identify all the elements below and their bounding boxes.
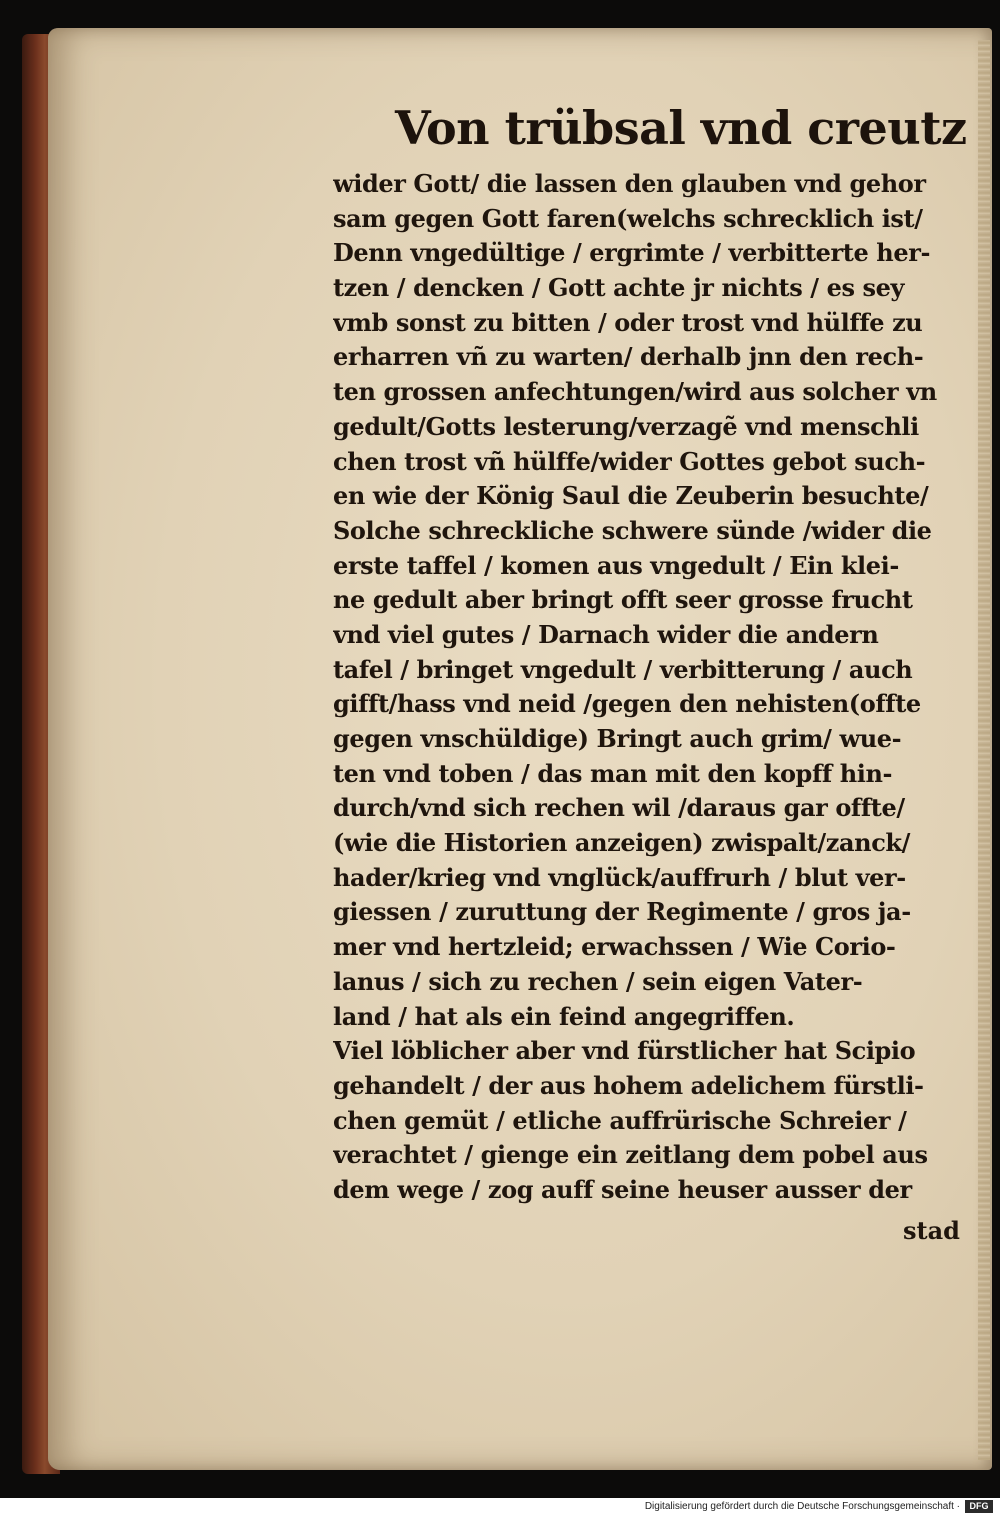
text-line: durch/vnd sich rechen wil /daraus gar offte/	[333, 793, 905, 823]
text-line: giessen / zuruttung der Regimente / gros ja-	[333, 897, 911, 927]
dfg-logo: DFG	[965, 1500, 993, 1513]
text-line: vmb sonst zu bitten / oder trost vnd hülffe zu	[333, 307, 923, 337]
text-line: gifft/hass vnd neid /gegen den nehisten(offte	[333, 689, 921, 719]
text-line: erste taffel / komen aus vngedult / Ein klei-	[333, 550, 899, 580]
catchword: stad	[903, 1216, 960, 1245]
text-line: hader/krieg vnd vnglück/auffrurh / blut ver-	[333, 862, 906, 892]
text-line: dem wege / zog auff seine heuser ausser der	[333, 1174, 912, 1204]
text-line: ten grossen anfechtungen/wird aus solcher vn	[333, 377, 937, 407]
text-line: erharren vñ zu warten/ derhalb jnn den rech-	[333, 342, 924, 372]
page-edge	[978, 40, 990, 1460]
running-head: Von trübsal vnd creutz	[395, 101, 967, 155]
text-line: gehandelt / der aus hohem adelichem fürstli-	[333, 1070, 924, 1100]
text-line: vnd viel gutes / Darnach wider die andern	[333, 619, 879, 649]
text-line: chen gemüt / etliche auffrürische Schreier /	[333, 1105, 907, 1135]
text-line: verachtet / gienge ein zeitlang dem pobel aus	[333, 1140, 928, 1170]
text-line: ne gedult aber bringt offt seer grosse frucht	[333, 585, 913, 615]
text-line: Viel löblicher aber vnd fürstlicher hat Scipio	[333, 1036, 916, 1066]
text-line: en wie der König Saul die Zeuberin besuchte/	[333, 481, 929, 511]
text-line: Denn vngedültige / ergrimte / verbitterte her-	[333, 238, 931, 268]
text-line: gegen vnschüldige) Bringt auch grim/ wue-	[333, 724, 902, 753]
text-line: (wie die Historien anzeigen) zwispalt/zanck/	[333, 828, 910, 858]
text-line: tafel / bringet vngedult / verbitterung / auch	[333, 654, 913, 684]
text-line: lanus / sich zu rechen / sein eigen Vater-	[333, 966, 863, 996]
text-line: wider Gott/ die lassen den glauben vnd gehor	[333, 169, 926, 198]
footer-credit: Digitalisierung gefördert durch die Deutsche Forschungsgemeinschaft ·	[644, 1501, 960, 1512]
text-line: ten vnd toben / das man mit den kopff hin-	[333, 758, 893, 788]
text-line: tzen / dencken / Gott achte jr nichts / es sey	[333, 273, 905, 303]
text-line: sam gegen Gott faren(welchs schrecklich ist/	[333, 203, 923, 233]
text-line: land / hat als ein feind angegriffen.	[333, 1001, 795, 1031]
text-line: Solche schreckliche schwere sünde /wider die	[333, 515, 932, 545]
text-line: mer vnd hertzleid; erwachssen / Wie Corio-	[333, 932, 896, 962]
text-line: gedult/Gotts lesterung/verzagẽ vnd menschli	[333, 411, 919, 441]
text-line: chen trost vñ hülffe/wider Gottes gebot such-	[333, 446, 926, 476]
text-block	[333, 167, 967, 1208]
